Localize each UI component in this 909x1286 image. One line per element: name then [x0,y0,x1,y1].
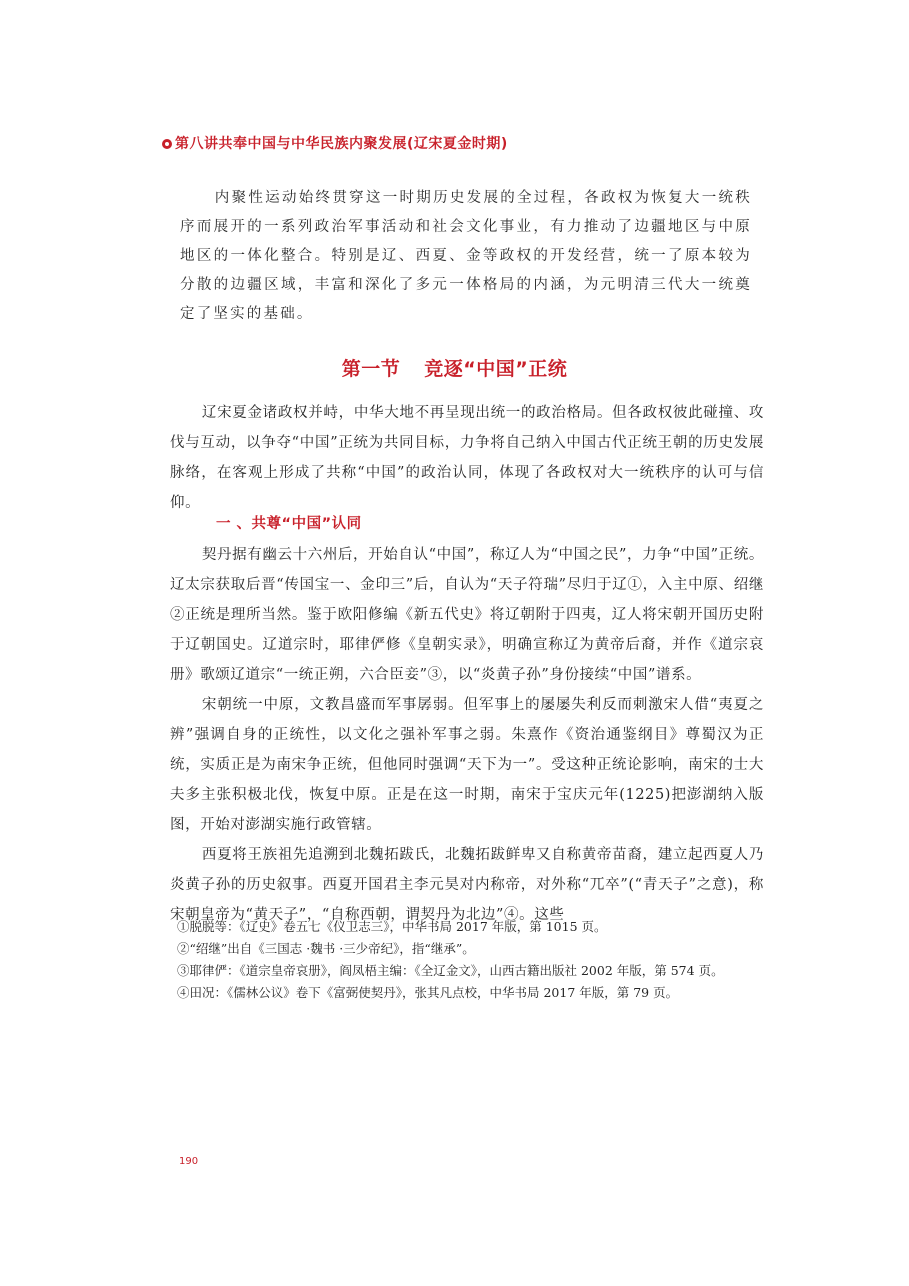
section-title [0,354,909,381]
page-number: 190 [179,1156,199,1167]
chapter-header [162,133,508,153]
body-paragraph-xixia: 西夏将王族祖先追溯到北魏拓跋氏，北魏拓跋鲜卑又自称黄帝苗裔，建立起西夏人乃炎黄子孙的历史叙事。西夏开国君主李元昊对内称帝，对外称“兀卒”(“青天子”之意)，称宋朝皇帝为“黄天子”，“自称西朝，谓契丹为北边”④。这些 [170,847,764,923]
chapter-intro [180,184,752,329]
subsection-heading: 一 、共尊“中国”认同 [216,516,362,532]
section-number: 第一节 [341,358,401,380]
section-paragraph: 辽宋夏金诸政权并峙，中华大地不再呈现出统一的政治格局。但各政权彼此碰撞、攻伐与互动，以争夺“中国”正统为共同目标，力争将自己纳入中国古代正统王朝的历史发展脉络，在客观上形成了共称“中国”的政治认同，体现了各政权对大一统秩序的认可与信仰。 [170,405,764,511]
section-intro [170,398,764,518]
chapter-header-text: 第八讲共奉中国与中华民族内聚发展(辽宋夏金时期) [175,136,508,152]
intro-paragraph: 内聚性运动始终贯穿这一时期历史发展的全过程，各政权为恢复大一统秩序而展开的一系列政治军事活动和社会文化事业，有力推动了边疆地区与中原地区的一体化整合。特别是辽、西夏、金等政权的开发经营，统一了原本较为分散的边疆区域，丰富和深化了多元一体格局的内涵，为元明清三代大一统奠定了坚实的基础。 [180,190,752,322]
body-paragraphs [170,540,764,930]
bullet-circle-icon [162,139,172,149]
body-paragraph-liao: 契丹据有幽云十六州后，开始自认“中国”，称辽人为“中国之民”，力争“中国”正统。辽太宗获取后晋“传国宝一、金印三”后，自认为“天子符瑞”尽归于辽①，入主中原、绍继②正统是理所当然。鉴于欧阳修编《新五代史》将辽朝附于四夷，辽人将宋朝开国历史附于辽朝国史。辽道宗时，耶律俨修《皇朝实录》，明确宣称辽为黄帝后裔，并作《道宗哀册》歌颂辽道宗“一统正朔，六合臣妾”③，以“炎黄子孙”身份接续“中国”谱系。 [170,547,764,683]
footnote-2: ②“绍继”出自《三国志 ·魏书 ·三少帝纪》，指“继承”。 [177,941,475,956]
footnotes [177,916,767,1004]
section-heading: 竞逐“中国”正统 [424,358,568,380]
body-paragraph-song: 宋朝统一中原，文教昌盛而军事孱弱。但军事上的屡屡失利反而刺激宋人借“夷夏之辨”强调自身的正统性，以文化之强补军事之弱。朱熹作《资治通鉴纲目》尊蜀汉为正统，实质正是为南宋争正统，但他同时强调“天下为一”。受这种正统论影响，南宋的士大夫多主张积极北伐，恢复中原。正是在这一时期，南宋于宝庆元年(1225)把澎湖纳入版图，开始对澎湖实施行政管辖。 [170,697,764,833]
footnote-3: ③耶律俨：《道宗皇帝哀册》，阎凤梧主编：《全辽金文》，山西古籍出版社 2002 年版，第 574 页。 [177,963,724,978]
footnote-4: ④田况：《儒林公议》卷下《富弼使契丹》，张其凡点校，中华书局 2017 年版，第 79 页。 [177,985,679,1000]
footnote-1: ①脱脱等：《辽史》卷五七《仪卫志三》，中华书局 2017 年版，第 1015 页。 [177,919,607,934]
